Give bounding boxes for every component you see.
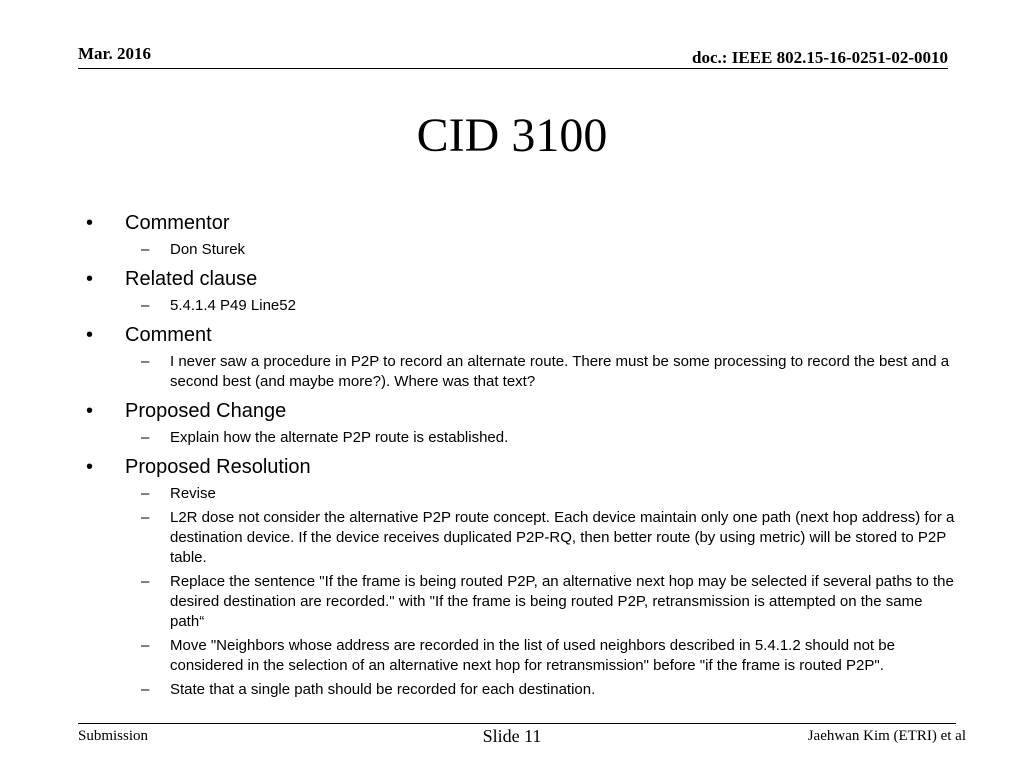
bullet-marker: •: [86, 400, 94, 422]
sub-item-text: I never saw a procedure in P2P to record an alternate route. There must be some processing to record the best and a second best (and maybe more?). Where was that text?: [170, 353, 950, 390]
bullet-label: Related clause: [125, 268, 258, 290]
header-doc-id: doc.: IEEE 802.15-16-0251-02-0010: [692, 48, 948, 67]
bullet-marker: •: [86, 324, 94, 346]
bullet-label: Comment: [125, 324, 212, 346]
dash-marker: –: [141, 297, 150, 314]
bullet-related-clause: [86, 266, 956, 292]
bullet-label: Proposed Resolution: [125, 456, 311, 478]
bullet-marker: •: [86, 268, 94, 290]
dash-marker: –: [141, 637, 150, 654]
bullet-label: Commentor: [125, 212, 230, 234]
header-date: Mar. 2016: [78, 44, 152, 63]
sub-item-proposed-change: [86, 428, 956, 448]
slide-body: [86, 204, 956, 700]
footer-divider: [78, 723, 956, 724]
dash-marker: –: [141, 353, 150, 370]
dash-marker: –: [141, 241, 150, 258]
sub-item-resolution-move: [86, 636, 956, 676]
sub-item-text: Explain how the alternate P2P route is established.: [170, 429, 509, 446]
sub-item-resolution-revise: [86, 484, 956, 504]
footer-author: Jaehwan Kim (ETRI) et al: [807, 728, 966, 744]
slide-number: Slide 11: [482, 726, 542, 746]
sub-item-text: State that a single path should be recorded for each destination.: [170, 681, 596, 698]
sub-item-resolution-l2r: [86, 508, 956, 568]
dash-marker: –: [141, 681, 150, 698]
footer-submission: Submission: [78, 728, 149, 744]
sub-item-text: L2R dose not consider the alternative P2P route concept. Each device maintain only one path (next hop address) for a destination device. If the device receives duplicated P2P-RQ, then better route (by using metric) will be stored to P2P table.: [170, 509, 955, 566]
sub-item-resolution-single-path: [86, 680, 956, 700]
sub-item-comment: [86, 352, 956, 392]
sub-item-text: Replace the sentence "If the frame is being routed P2P, an alternative next hop may be selected if several paths to the desired destination are recorded." with "If the frame is being routed P2P, retransmission is attempted on the same path“: [170, 573, 954, 630]
sub-item-text: Move "Neighbors whose address are recorded in the list of used neighbors described in 5.4.1.2 should not be considered in the selection of an alternative next hop for retransmission" before "if the frame is routed P2P".: [170, 637, 895, 674]
sub-item-resolution-replace: [86, 572, 956, 632]
sub-item-related-clause: [86, 296, 956, 316]
dash-marker: –: [141, 485, 150, 502]
bullet-commentor: [86, 210, 956, 236]
header-divider: [78, 68, 948, 69]
bullet-label: Proposed Change: [125, 400, 287, 422]
bullet-comment: [86, 322, 956, 348]
sub-item-commentor: [86, 240, 956, 260]
slide-title: CID 3100: [416, 109, 608, 162]
sub-item-text: 5.4.1.4 P49 Line52: [170, 297, 296, 314]
bullet-marker: •: [86, 212, 94, 234]
bullet-marker: •: [86, 456, 94, 478]
bullet-proposed-change: [86, 398, 956, 424]
dash-marker: –: [141, 429, 150, 446]
sub-item-text: Revise: [170, 485, 216, 502]
dash-marker: –: [141, 509, 150, 526]
sub-item-text: Don Sturek: [170, 241, 246, 258]
bullet-proposed-resolution: [86, 454, 956, 480]
dash-marker: –: [141, 573, 150, 590]
